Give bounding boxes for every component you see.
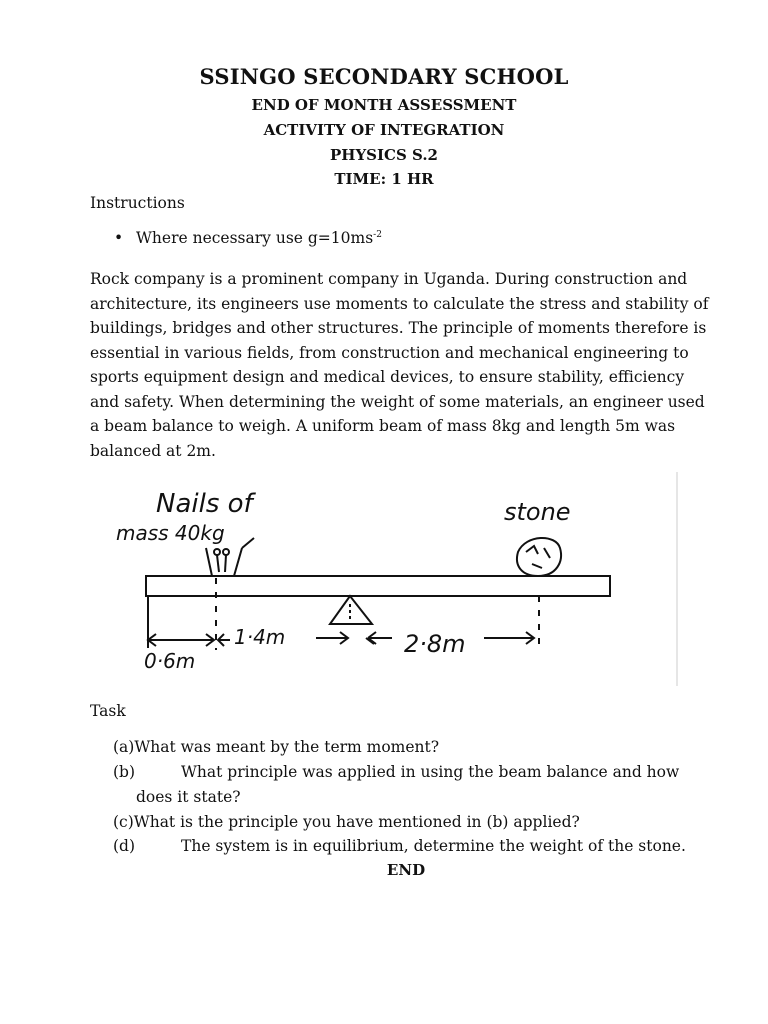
bullet-icon: • (114, 229, 124, 247)
dimension-left: 0·6m (144, 649, 196, 673)
stone-label: stone (504, 498, 571, 526)
question-label: (b) (113, 763, 136, 781)
instruction-bullet (114, 229, 382, 247)
paragraph-line: a beam balance to weigh. A uniform beam of mass 8kg and length 5m was (90, 417, 676, 435)
subject-title: PHYSICS S.2 (330, 146, 438, 164)
question-c (113, 813, 580, 831)
beam-balance-diagram (86, 472, 682, 688)
paragraph-line: balanced at 2m. (90, 441, 216, 460)
activity-title: ACTIVITY OF INTEGRATION (263, 121, 505, 139)
question-d (113, 837, 686, 855)
question-a (113, 738, 439, 756)
question-b (113, 763, 679, 781)
school-name: SSINGO SECONDARY SCHOOL (199, 64, 569, 89)
stone-icon (517, 538, 561, 576)
question-text: The system is in equilibrium, determine the weight of the stone. (181, 837, 686, 855)
paragraph-line: essential in various fields, from construction and mechanical engineering to (90, 343, 689, 362)
nails-label-line2: mass 40kg (116, 521, 225, 545)
task-heading: Task (90, 702, 126, 720)
time-label: TIME: 1 HR (334, 170, 434, 188)
pivot-triangle-icon (330, 596, 372, 624)
question-label: (d) (113, 837, 136, 855)
scenario-paragraph (90, 267, 709, 463)
paragraph-line: and safety. When determining the weight of some materials, an engineer used (90, 392, 705, 411)
bullet-exponent: -2 (373, 230, 382, 240)
paragraph-line: architecture, its engineers use moments to calculate the stress and stability of (90, 294, 709, 313)
paragraph-line: buildings, bridges and other structures. The principle of moments therefore is (90, 319, 707, 337)
bullet-text: Where necessary use g=10ms (136, 229, 374, 247)
question-text: What is the principle you have mentioned in (b) applied? (133, 813, 580, 831)
paragraph-line: Rock company is a prominent company in Uganda. During construction and (90, 270, 688, 288)
question-label: (a) (113, 738, 135, 756)
nails-label-line1: Nails of (156, 489, 253, 519)
dimension-arrows (148, 632, 534, 646)
instructions-heading: Instructions (90, 194, 185, 212)
dimension-middle: 1·4m (234, 625, 286, 649)
end-label: END (386, 861, 426, 879)
dimension-right: 2·8m (404, 630, 466, 658)
paragraph-line: sports equipment design and medical devices, to ensure stability, efficiency (90, 368, 685, 386)
question-text: What principle was applied in using the beam balance and how (181, 763, 680, 781)
assessment-title: END OF MONTH ASSESSMENT (251, 96, 517, 114)
question-b-continuation: does it state? (136, 788, 241, 806)
question-label: (c) (113, 813, 134, 831)
question-text: What was meant by the term moment? (134, 738, 440, 756)
